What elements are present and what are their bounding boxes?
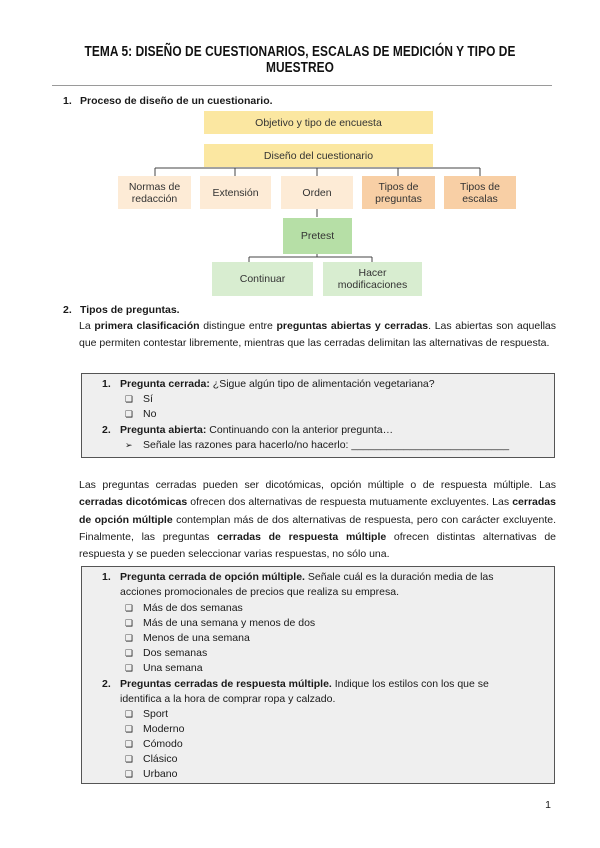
- node-tipos-preguntas-line1: Tipos de: [378, 180, 419, 193]
- node-objetivo: [204, 111, 433, 134]
- box2-q1-number: 1.: [102, 571, 111, 583]
- para2-text-3: contemplan más de dos alternativas de respuesta, pero con carácter excluyente. Finalmente, las preguntas: [79, 513, 556, 543]
- closed-questions-paragraph: [79, 477, 556, 563]
- section-1-title: Proceso de diseño de un cuestionario.: [80, 95, 273, 107]
- intro-text-1: La: [79, 320, 95, 332]
- page-number: 1: [545, 799, 551, 811]
- box2-q2-option-label: Clásico: [143, 753, 178, 765]
- checkbox-icon: ❏: [125, 648, 134, 658]
- box2-q2-option[interactable]: [125, 753, 177, 765]
- intro-text-3: . Las abiertas son aquellas que permiten contestar libremente, mientras que las cerradas delimitan las alternativas de respuesta.: [79, 320, 556, 350]
- node-orden: [281, 176, 353, 209]
- box2-q1-option[interactable]: [125, 632, 250, 644]
- box1-question-2: [102, 424, 393, 436]
- box2-q1-option-label: Una semana: [143, 662, 203, 674]
- box2-q1-option[interactable]: [125, 602, 243, 614]
- box2-q2-option[interactable]: [125, 768, 177, 780]
- box2-q2-option[interactable]: [125, 723, 184, 735]
- para2-bold-1: cerradas dicotómicas: [79, 496, 188, 509]
- page-title: TEMA 5: DISEÑO DE CUESTIONARIOS, ESCALAS DE MEDICIÓN Y TIPO DE MUESTREO: [84, 44, 516, 76]
- node-tipos-escalas-line2: escalas: [462, 192, 498, 205]
- node-normas: [118, 176, 191, 209]
- intro-bold-1: primera clasificación: [94, 320, 200, 332]
- box2-q2-option[interactable]: [125, 738, 183, 750]
- checkbox-icon: ❏: [125, 754, 134, 764]
- box1-open-prompt-text: Señale las razones para hacerlo/no hacerlo: ___________________________: [143, 439, 510, 451]
- node-pretest-label: Pretest: [300, 230, 335, 242]
- box1-open-prompt[interactable]: [125, 439, 509, 451]
- node-diseno-label: Diseño del cuestionario: [263, 149, 374, 162]
- box1-q1-number: 1.: [102, 378, 111, 390]
- checkbox-icon: ❏: [125, 724, 134, 734]
- box2-q1-option-label: Más de dos semanas: [143, 602, 243, 614]
- box2-q1-option-label: Más de una semana y menos de dos: [143, 617, 316, 629]
- section-2-heading: [63, 304, 180, 316]
- example-box-2: [81, 566, 555, 784]
- box1-q1-text: ¿Sigue algún tipo de alimentación vegetariana?: [209, 378, 435, 390]
- node-orden-label: Orden: [302, 186, 332, 199]
- box2-q1-option-label: Menos de una semana: [143, 632, 250, 644]
- box2-q2-option-label: Moderno: [143, 723, 185, 735]
- para2-text-4: ofrecen distintas alternativas de respuesta y se pueden seleccionar varias respuestas, no sólo una.: [79, 530, 556, 561]
- para2-bold-3: cerradas de respuesta múltiple: [217, 530, 387, 543]
- box2-q1-text-a: Señale cuál es la duración media de las: [304, 571, 494, 583]
- node-pretest: [283, 218, 352, 254]
- box2-q2-option-label: Cómodo: [143, 738, 183, 750]
- box2-q2-option[interactable]: [125, 708, 168, 720]
- box2-q1-label: Pregunta cerrada de opción múltiple.: [120, 571, 305, 583]
- box2-question-2: [102, 678, 489, 690]
- checkbox-icon: ❏: [125, 394, 134, 404]
- box2-q1-text-b: acciones promocionales de precios que realiza su empresa.: [120, 586, 399, 598]
- node-objetivo-label: Objetivo y tipo de encuesta: [255, 116, 382, 129]
- checkbox-icon: ❏: [125, 633, 134, 643]
- box1-q2-number: 2.: [102, 424, 111, 436]
- box2-question-1: [102, 571, 494, 583]
- box1-q1-label: Pregunta cerrada:: [120, 378, 210, 390]
- node-tipos-escalas: [444, 176, 516, 209]
- example-box-1: [81, 373, 555, 458]
- box1-option-label: No: [143, 408, 157, 420]
- checkbox-icon: ❏: [125, 769, 134, 779]
- checkbox-icon: ❏: [125, 603, 134, 613]
- intro-bold-2: preguntas abiertas y cerradas: [276, 320, 429, 332]
- box2-q1-option-label: Dos semanas: [143, 647, 208, 659]
- node-normas-line1: Normas de: [128, 180, 181, 193]
- node-normas-line2: redacción: [131, 192, 178, 205]
- checkbox-icon: ❏: [125, 739, 134, 749]
- box1-question-1: [102, 378, 435, 390]
- node-hacer-modificaciones: [323, 262, 422, 296]
- node-tipos-preguntas: [362, 176, 435, 209]
- box2-q2-option-label: Urbano: [143, 768, 178, 780]
- node-continuar-label: Continuar: [239, 273, 286, 285]
- box2-q2-number: 2.: [102, 678, 111, 690]
- checkbox-icon: ❏: [125, 409, 134, 419]
- box2-q2-option-label: Sport: [143, 708, 169, 720]
- section-2-number: 2.: [63, 304, 72, 316]
- section-2-title: Tipos de preguntas.: [80, 304, 180, 316]
- section-1-number: 1.: [63, 95, 72, 107]
- arrow-bullet-icon: ➢: [125, 440, 133, 450]
- para2-text-1: Las preguntas cerradas pueden ser dicotómicas, opción múltiple o de respuesta múltiple. Las: [79, 479, 556, 491]
- checkbox-icon: ❏: [125, 663, 134, 673]
- para2-bold-2: cerradas de opción múltiple: [79, 496, 556, 526]
- box1-option[interactable]: [125, 393, 153, 405]
- box2-q2-label: Preguntas cerradas de respuesta múltiple.: [120, 678, 332, 690]
- box1-option-label: Sí: [143, 393, 153, 405]
- box2-q1-option[interactable]: [125, 647, 207, 659]
- node-hacer-line1: Hacer: [358, 267, 387, 279]
- box2-q2-text-b: identifica a la hora de comprar ropa y calzado.: [120, 693, 336, 705]
- node-hacer-line2: modificaciones: [337, 279, 408, 291]
- box1-option[interactable]: [125, 408, 156, 420]
- node-diseno: [204, 144, 433, 167]
- node-tipos-escalas-line1: Tipos de: [460, 180, 500, 193]
- checkbox-icon: ❏: [125, 709, 134, 719]
- box2-q1-option[interactable]: [125, 662, 203, 674]
- node-tipos-preguntas-line2: preguntas: [375, 192, 422, 205]
- node-extension: [200, 176, 271, 209]
- box2-q1-option[interactable]: [125, 617, 315, 629]
- intro-paragraph: [79, 318, 556, 353]
- node-extension-label: Extensión: [212, 186, 259, 199]
- box1-q2-label: Pregunta abierta:: [120, 424, 207, 436]
- para2-text-2: ofrecen dos alternativas de respuesta mutuamente excluyentes. Las: [187, 496, 513, 509]
- node-continuar: [212, 262, 313, 296]
- box1-q2-text: Continuando con la anterior pregunta…: [206, 424, 394, 436]
- checkbox-icon: ❏: [125, 618, 134, 628]
- box2-q2-text-a: Indique los estilos con los que se: [331, 678, 489, 690]
- intro-text-2: distingue entre: [199, 320, 277, 332]
